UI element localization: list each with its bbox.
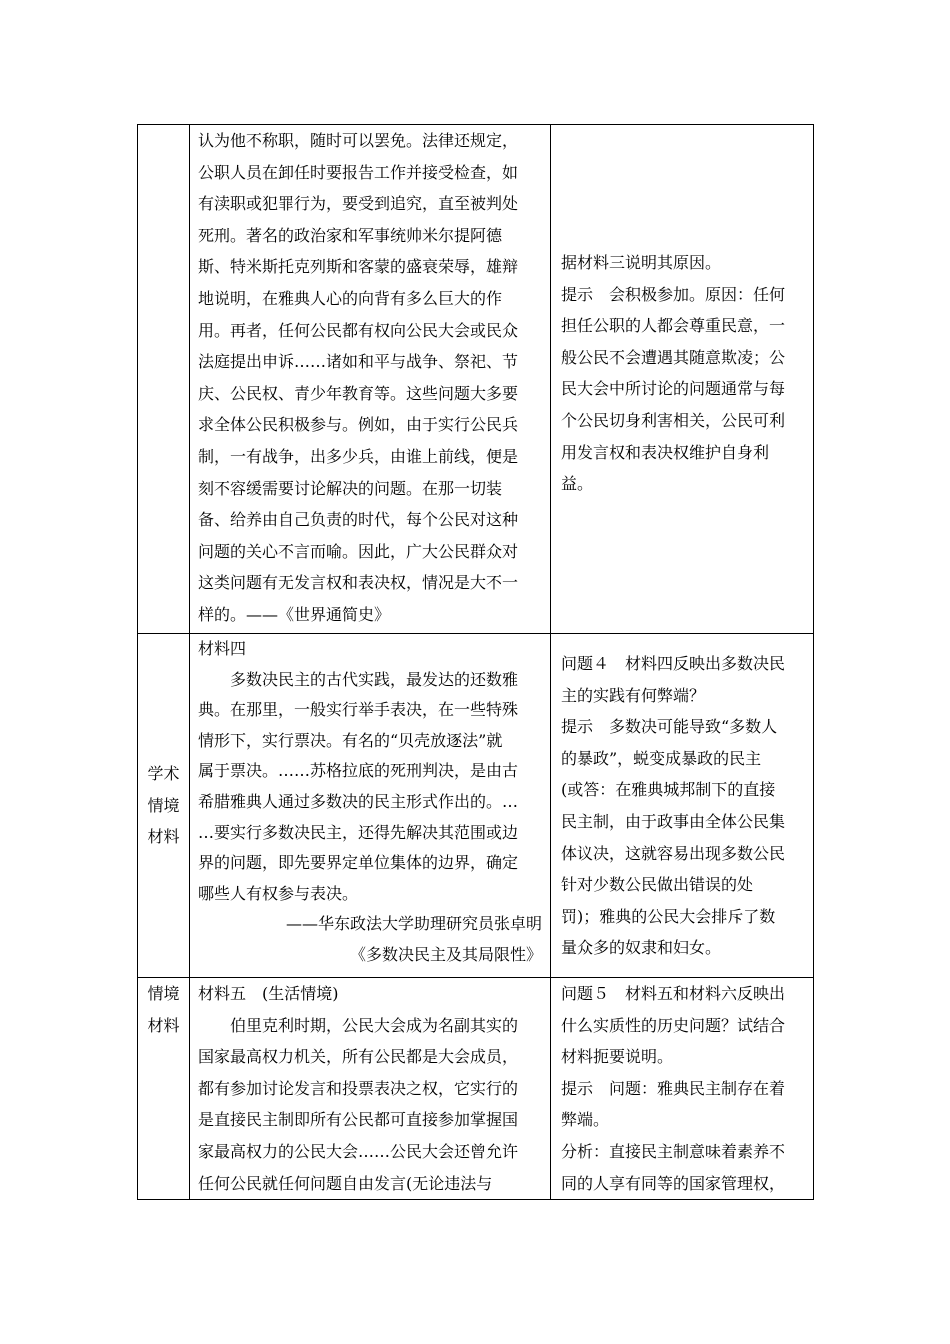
material-line: 公职人员在卸任时要报告工作并接受检查，如 <box>198 162 519 182</box>
analysis-line: 同的人享有同等的国家管理权， <box>561 1173 786 1193</box>
hint-line: 针对少数公民做出错误的处 <box>561 875 754 895</box>
material-line: 法庭提出申诉……诸如和平与战争、祭祀、节 <box>198 352 519 372</box>
material-line: 庆、公民权、青少年教育等。这些问题大多要 <box>198 383 519 403</box>
hint-line: 提示 多数决可能导致“多数人 <box>561 717 778 737</box>
question-line: 什么实质性的历史问题？试结合 <box>561 1015 786 1035</box>
material-line: 求全体公民积极参与。例如，由于实行公民兵 <box>198 415 519 435</box>
hint-line: 般公民不会遭遇其随意欺凌；公 <box>561 347 786 367</box>
material-line: 死刑。著名的政治家和军事统帅米尔提阿德 <box>198 225 503 245</box>
material-line: 家最高权力的公民大会……公民大会还曾允许 <box>198 1141 519 1161</box>
question-line: 问题４ 材料四反映出多数决民 <box>561 654 786 673</box>
material-line: 希腊雅典人通过多数决的民主形式作出的。… <box>198 791 519 811</box>
material-cell <box>190 634 551 978</box>
material-line: 情形下，实行票决。有名的“贝壳放逐法”就 <box>198 730 503 750</box>
material-line: 伯里克利时期，公民大会成为名副其实的 <box>230 1015 519 1035</box>
material-line: 国家最高权力机关，所有公民都是大会成员， <box>198 1047 519 1067</box>
material-line: 刻不容缓需要讨论解决的问题。在那一切装 <box>198 478 503 498</box>
material-title: 材料五 (生活情境) <box>198 984 339 1003</box>
hint-line: 弊端。 <box>561 1110 610 1130</box>
material-line: 样的。——《世界通简史》 <box>198 604 391 624</box>
hint-line: (或答：在雅典城邦制下的直接 <box>561 780 776 800</box>
hint-line: 民主制，由于政事由全体公民集 <box>561 811 786 831</box>
question-line: 材料扼要说明。 <box>561 1047 674 1067</box>
material-line: 任何公民就任何问题自由发言(无论违法与 <box>198 1173 493 1193</box>
material-line: 问题的关心不言而喻。因此，广大公民群众对 <box>198 541 519 561</box>
hint-line: 体议决，这就容易出现多数公民 <box>561 843 786 863</box>
material-source: ——华东政法大学助理研究员张卓明 <box>285 914 542 934</box>
material-line: 哪些人有权参与表决。 <box>198 883 359 903</box>
lesson-table <box>137 124 814 1200</box>
row-label: 学术 <box>147 764 180 784</box>
row-label-cell <box>138 125 190 634</box>
hint-line: 罚)；雅典的公民大会排斥了数 <box>561 906 776 926</box>
table-row-material-3 <box>138 125 814 634</box>
hint-line: 用发言权和表决权维护自身利 <box>561 442 770 462</box>
analysis-line: 分析：直接民主制意味着素养不 <box>561 1141 786 1161</box>
material-line: 用。再者，任何公民都有权向公民大会或民众 <box>198 320 519 340</box>
table-row-material-5 <box>138 978 814 1200</box>
material-line: 是直接民主制即所有公民都可直接参加掌握国 <box>198 1110 519 1130</box>
material-source: 《多数决民主及其局限性》 <box>349 944 542 964</box>
material-line: …要实行多数决民主，还得先解决其范围或边 <box>198 822 519 842</box>
row-label: 情境 <box>147 984 180 1003</box>
hint-line: 的暴政”，蜕变成暴政的民主 <box>561 748 762 768</box>
question-cell <box>551 125 814 634</box>
material-cell <box>190 125 551 634</box>
question-line: 据材料三说明其原因。 <box>561 253 722 272</box>
question-cell <box>551 634 814 978</box>
material-line: 属于票决。……苏格拉底的死刑判决，是由古 <box>198 761 519 781</box>
material-line: 有渎职或犯罪行为，要受到追究，直至被判处 <box>198 194 519 214</box>
material-line: 都有参加讨论发言和投票表决之权，它实行的 <box>198 1078 519 1098</box>
question-line: 主的实践有何弊端？ <box>561 685 706 705</box>
hint-line: 民大会中所讨论的问题通常与每 <box>561 379 786 399</box>
question-line: 问题５ 材料五和材料六反映出 <box>561 984 786 1003</box>
hint-line: 个公民切身利害相关，公民可利 <box>561 410 786 430</box>
material-line: 制，一有战争，出多少兵，由谁上前线，便是 <box>198 446 519 466</box>
row-label: 材料 <box>147 827 180 847</box>
material-line: 这类问题有无发言权和表决权，情况是大不一 <box>198 573 519 593</box>
question-cell <box>551 978 814 1200</box>
row-label-cell <box>138 634 190 978</box>
hint-line: 益。 <box>561 474 594 494</box>
hint-line: 担任公职的人都会尊重民意，一 <box>561 316 786 336</box>
row-label: 情境 <box>147 795 180 815</box>
hint-line: 量众多的奴隶和妇女。 <box>561 938 722 958</box>
table-row-material-4 <box>138 634 814 978</box>
hint-line: 提示 问题：雅典民主制存在着 <box>561 1078 786 1098</box>
material-line: 地说明，在雅典人心的向背有多么巨大的作 <box>198 288 503 308</box>
material-line: 备、给养由自己负责的时代，每个公民对这种 <box>198 510 519 530</box>
material-line: 界的问题，即先要界定单位集体的边界，确定 <box>198 853 519 873</box>
material-line: 典。在那里，一般实行举手表决，在一些特殊 <box>198 700 519 720</box>
material-title: 材料四 <box>198 639 247 658</box>
row-label: 材料 <box>147 1015 180 1035</box>
row-label-cell <box>138 978 190 1200</box>
hint-line: 提示 会积极参加。原因：任何 <box>561 284 786 304</box>
material-line: 认为他不称职，随时可以罢免。法律还规定， <box>198 131 519 150</box>
material-line: 斯、特米斯托克列斯和客蒙的盛衰荣辱，雄辩 <box>198 257 519 277</box>
material-line: 多数决民主的古代实践，最发达的还数雅 <box>230 669 519 689</box>
material-cell <box>190 978 551 1200</box>
